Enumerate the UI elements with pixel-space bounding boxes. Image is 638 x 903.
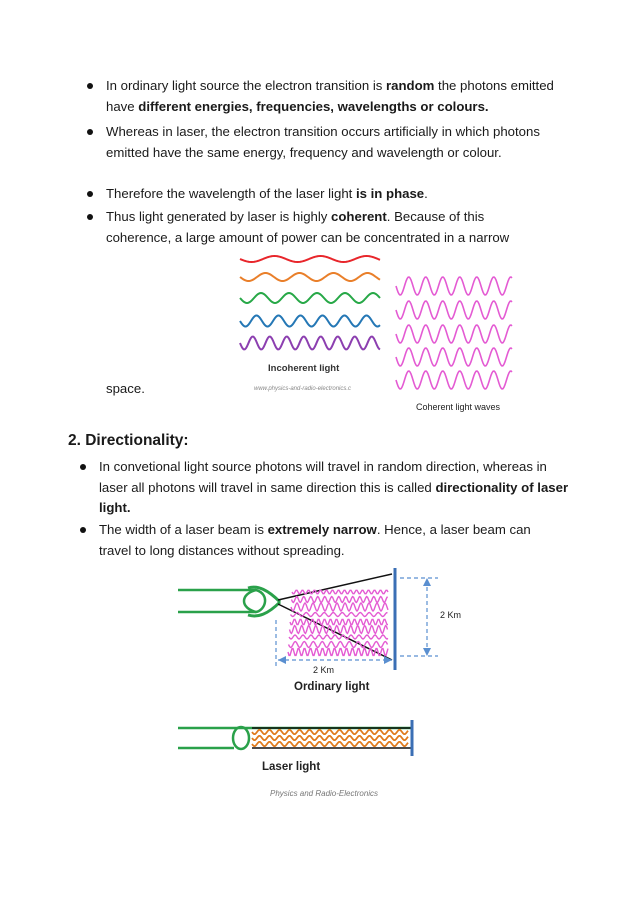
section-heading: 2. Directionality: xyxy=(68,432,189,449)
laser-light-label: Laser light xyxy=(262,761,321,773)
laser-wave-line xyxy=(252,736,408,740)
incoherent-wave-line xyxy=(240,256,380,262)
watermark-text: www.physics-and-radio-electronics.c xyxy=(254,386,352,392)
bullet-text: Thus light generated by laser is highly xyxy=(106,209,332,224)
random-wave-line xyxy=(289,642,388,648)
coherent-wave-line xyxy=(396,348,512,366)
random-wave-line xyxy=(291,603,388,611)
lens-icon xyxy=(244,590,265,612)
bullet-dot xyxy=(80,464,86,470)
bullet-text: . Because of this coherence, a large amount of power can be concentrated in a narrow xyxy=(106,209,510,245)
bullet-text: Therefore the wavelength of the laser light xyxy=(106,186,356,201)
bullet-bold-text: coherent xyxy=(331,209,387,224)
cone-edge-line xyxy=(278,574,392,600)
bullet-item xyxy=(99,457,569,519)
laser-light-diagram xyxy=(178,720,412,798)
credit-text: Physics and Radio-Electronics xyxy=(270,789,379,798)
laser-wave-line xyxy=(252,742,408,746)
arrow-head-icon xyxy=(423,648,431,656)
coherent-wave-line xyxy=(396,277,512,295)
coherent-label: Coherent light waves xyxy=(416,402,501,412)
bullet-bold-text: extremely narrow xyxy=(267,522,377,537)
arrow-head-icon xyxy=(278,656,286,664)
coherent-wave-line xyxy=(396,301,512,319)
laser-wave-line xyxy=(252,730,408,734)
random-wave-line xyxy=(292,590,388,593)
random-waves xyxy=(288,590,388,655)
bullet-text: . xyxy=(424,186,428,201)
ordinary-light-diagram xyxy=(178,568,461,693)
bullet-bold-text: different energies, frequencies, wavelengths or colours. xyxy=(138,98,489,114)
bullet-dot xyxy=(80,527,86,533)
random-wave-line xyxy=(290,619,388,624)
bullet-bold-text: directionality of laser light. xyxy=(99,479,569,515)
incoherent-wave-line xyxy=(240,293,380,303)
bullet-item xyxy=(99,520,559,561)
continuation-text: space. xyxy=(106,381,145,396)
bullet-text: . Hence, a laser beam can travel to long distances without spreading. xyxy=(99,522,531,558)
incoherent-wave-line xyxy=(240,273,380,281)
bullet-bold-text: is in phase xyxy=(355,186,425,201)
bullet-bold-text: random xyxy=(386,78,435,93)
random-wave-line xyxy=(290,626,388,634)
vertical-distance-label: 2 Km xyxy=(440,610,462,620)
coherent-wave-line xyxy=(396,325,512,343)
bullet-text: The width of a laser beam is xyxy=(99,522,268,537)
coherent-waves xyxy=(396,277,512,389)
random-wave-line xyxy=(292,597,388,603)
bullet-text: In ordinary light source the electron transition is xyxy=(106,78,387,93)
random-wave-line xyxy=(289,635,388,639)
bullet-text: the photons emitted have xyxy=(106,78,554,114)
incoherent-wave-line xyxy=(240,337,380,350)
directionality-figure xyxy=(0,560,638,810)
ordinary-light-label: Ordinary light xyxy=(294,681,370,693)
incoherent-wave-line xyxy=(240,316,380,327)
horizontal-distance-label: 2 Km xyxy=(313,665,335,675)
bullet-text: Whereas in laser, the electron transition occurs artificially in which photons emitted have the same energy, frequency and wavelength or colour. xyxy=(106,124,540,160)
coherent-wave-line xyxy=(396,371,512,389)
lens-icon xyxy=(233,727,249,749)
arrow-head-icon xyxy=(423,578,431,586)
incoherent-waves xyxy=(240,256,380,349)
incoherent-label: Incoherent light xyxy=(268,363,340,374)
coherence-figure xyxy=(0,0,638,430)
bullet-text: In convetional light source photons will travel in random direction, whereas in laser all photons will travel in same direction this is called xyxy=(99,459,547,495)
laser-waves xyxy=(252,730,408,746)
random-wave-line xyxy=(291,613,388,617)
random-wave-line xyxy=(288,649,388,656)
